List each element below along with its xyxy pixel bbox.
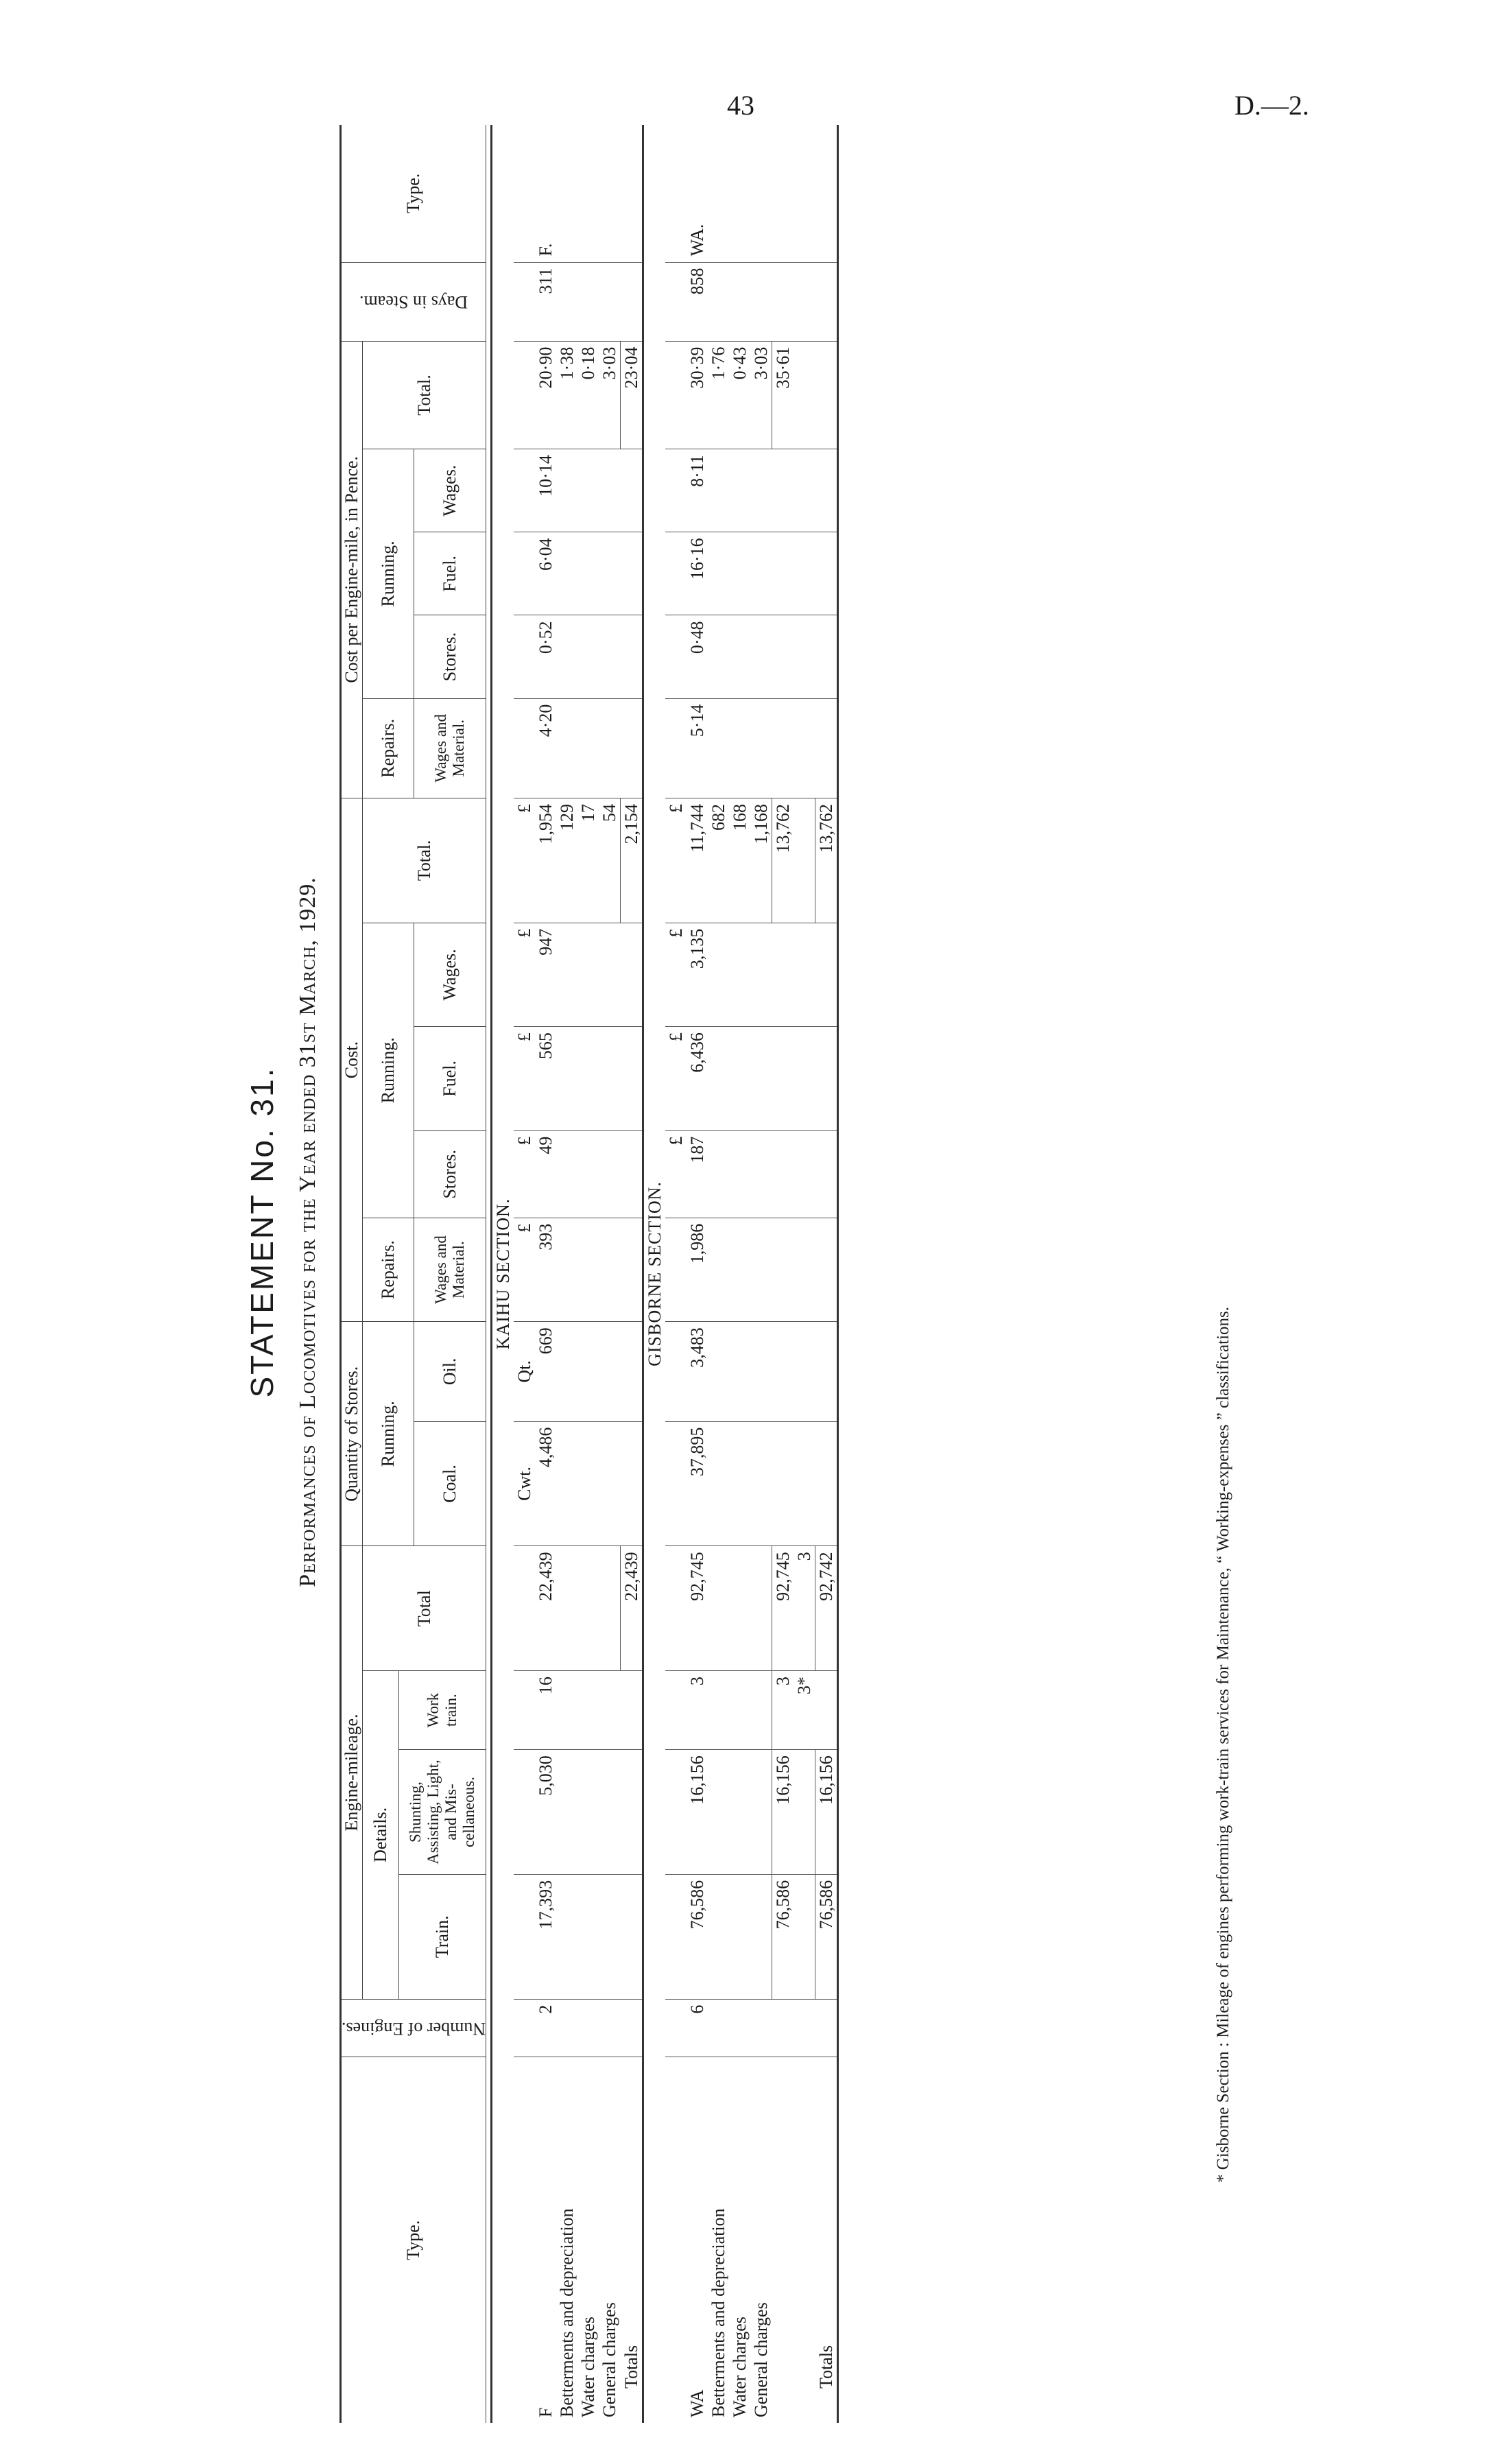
table-row	[687, 125, 708, 2423]
unit-pound: £	[514, 923, 535, 1026]
table-row	[535, 125, 556, 2423]
col-oil: Oil.	[414, 1322, 486, 1421]
table-row	[599, 125, 621, 2423]
cost-fuel: 6,436	[687, 1027, 708, 1130]
section-name: KAIHU SECTION.	[493, 1198, 514, 1350]
col-coal: Coal.	[414, 1421, 486, 1546]
train-miles: 17,393	[535, 1874, 556, 1999]
col-cost-running: Running.	[363, 923, 414, 1218]
train-miles: 76,586	[815, 1874, 838, 1999]
unit-pound: £	[665, 923, 687, 1026]
pence-total: 20·90	[535, 341, 556, 449]
document-reference: D.—2.	[1234, 90, 1309, 121]
pence-stores: 0·48	[687, 615, 708, 698]
col-mileage-total: Total	[363, 1546, 486, 1671]
oil-value: 669	[535, 1322, 556, 1421]
col-shunting: Shunting, Assisting, Light, and Mis-cellaneous.	[399, 1750, 486, 1875]
days-in-steam: 858	[687, 262, 708, 341]
cost-total: 1,168	[750, 798, 772, 923]
oil-value: 3,483	[687, 1322, 708, 1421]
col-train: Train.	[399, 1874, 486, 1999]
col-qty-stores: Quantity of Stores.	[341, 1322, 363, 1546]
cost-repairs: 393	[535, 1218, 556, 1321]
engines-value: 2	[535, 1999, 556, 2057]
cost-total: 13,762	[815, 798, 838, 923]
pence-repairs: 4·20	[535, 698, 556, 798]
coal-value: 37,895	[687, 1421, 708, 1546]
section-heading	[492, 125, 514, 2423]
less-row	[794, 125, 815, 2423]
col-pence-running: Running.	[363, 449, 414, 698]
table-row	[556, 125, 577, 2423]
col-type: Type.	[341, 2057, 486, 2423]
total-miles: 92,745	[772, 1546, 794, 1671]
train-miles: 76,586	[772, 1874, 794, 1999]
shunting-miles: 16,156	[815, 1750, 838, 1875]
cost-wages: 3,135	[687, 923, 708, 1026]
row-type: Betterments and depreciation	[708, 2057, 729, 2423]
cost-stores: 49	[535, 1130, 556, 1218]
pence-total: 23·04	[621, 341, 643, 449]
total-miles: 22,439	[621, 1546, 643, 1671]
col-pence-total: Total.	[363, 341, 486, 449]
row-type: General charges	[750, 2057, 772, 2423]
col-cost-wages: Wages.	[414, 923, 486, 1026]
work-train-miles: 3*	[794, 1671, 815, 1750]
shunting-miles: 16,156	[772, 1750, 794, 1875]
pence-repairs: 5·14	[687, 698, 708, 798]
totals-label: Totals	[621, 2057, 643, 2423]
locomotive-performance-table	[339, 125, 839, 2423]
days-in-steam: 311	[535, 262, 556, 341]
col-cost-stores: Stores.	[414, 1130, 486, 1218]
row-type: Water charges	[577, 2057, 599, 2423]
cost-total: 17	[577, 798, 599, 923]
cost-repairs: 1,986	[687, 1218, 708, 1321]
col-pence-stores: Stores.	[414, 615, 486, 698]
days-in-steam-label: Days in Steam.	[359, 292, 468, 312]
table-row	[729, 125, 750, 2423]
pence-total: 3·03	[599, 341, 621, 449]
pence-total: 0·18	[577, 341, 599, 449]
cost-total: 11,744	[687, 798, 708, 923]
cost-total: 13,762	[772, 798, 794, 923]
totals-label: Totals	[815, 2057, 838, 2423]
work-train-miles: 3	[687, 1671, 708, 1750]
row-type: Betterments and depreciation	[556, 2057, 577, 2423]
cost-total: 168	[729, 798, 750, 923]
pence-total: 35·61	[772, 341, 794, 449]
pence-stores: 0·52	[535, 615, 556, 698]
table-row	[514, 125, 535, 2423]
page-number: 43	[727, 90, 754, 121]
row-type: Water charges	[729, 2057, 750, 2423]
work-train-miles: 3	[772, 1671, 794, 1750]
col-work-train: Work train.	[399, 1671, 486, 1750]
pence-total: 0·43	[729, 341, 750, 449]
totals-row	[815, 125, 838, 2423]
row-type: General charges	[599, 2057, 621, 2423]
section-heading	[643, 125, 666, 2423]
col-pence-wages-material: Wages and Material.	[414, 698, 486, 798]
total-miles: 22,439	[535, 1546, 556, 1671]
col-pence-fuel: Fuel.	[414, 532, 486, 615]
col-pence-wages: Wages.	[414, 449, 486, 532]
col-details: Details.	[363, 1671, 399, 2000]
unit-cwt: Cwt.	[514, 1421, 535, 1546]
col-type-right: Type.	[341, 125, 486, 262]
row-type-right: WA.	[687, 224, 708, 257]
num-engines-label: Number of Engines.	[342, 2018, 486, 2039]
cost-wages: 947	[535, 923, 556, 1026]
statement-subtitle: Performances of Locomotives for the Year ended 31st March, 1929.	[295, 877, 320, 1587]
coal-value: 4,486	[535, 1421, 556, 1546]
work-train-miles: 16	[535, 1671, 556, 1750]
pence-total: 1·38	[556, 341, 577, 449]
pence-total: 1·76	[708, 341, 729, 449]
row-type: F	[535, 2057, 556, 2423]
cost-total: 1,954	[535, 798, 556, 923]
row-type-right: F.	[536, 243, 556, 257]
unit-pound: £	[514, 798, 535, 923]
col-cost-repairs: Repairs.	[363, 1218, 414, 1321]
pence-wages: 8·11	[687, 449, 708, 532]
totals-row	[621, 125, 643, 2423]
section-name: GISBORNE SECTION.	[645, 1181, 665, 1366]
table-row	[750, 125, 772, 2423]
pence-total: 3·03	[750, 341, 772, 449]
unit-pound: £	[665, 1027, 687, 1130]
footnote: * Gisborne Section : Mileage of engines performing work-train services for Maintenance, “ Working-expenses ” classifications.	[1214, 1307, 1232, 2183]
engines-value: 6	[687, 1999, 708, 2057]
col-cost-fuel: Fuel.	[414, 1027, 486, 1130]
table-row	[577, 125, 599, 2423]
row-type: WA	[687, 2057, 708, 2423]
total-miles: 3	[794, 1546, 815, 1671]
col-num-engines	[341, 1999, 486, 2057]
unit-pound: £	[514, 1218, 535, 1321]
col-engine-mileage: Engine-mileage.	[341, 1546, 363, 1999]
cost-stores: 187	[687, 1130, 708, 1218]
table-row	[665, 125, 687, 2423]
subtotal-row	[772, 125, 794, 2423]
unit-pound: £	[514, 1027, 535, 1130]
cost-total: 129	[556, 798, 577, 923]
shunting-miles: 5,030	[535, 1750, 556, 1875]
train-miles: 76,586	[687, 1874, 708, 1999]
table-row	[708, 125, 729, 2423]
col-cost-per-mile: Cost per Engine-mile, in Pence.	[341, 341, 363, 798]
col-cost-wages-material: Wages and Material.	[414, 1218, 486, 1321]
cost-total: 2,154	[621, 798, 643, 923]
unit-pound: £	[514, 1130, 535, 1218]
cost-total: 54	[599, 798, 621, 923]
col-days-in-steam	[341, 262, 486, 341]
pence-wages: 10·14	[535, 449, 556, 532]
col-pence-repairs: Repairs.	[363, 698, 414, 798]
pence-total: 30·39	[687, 341, 708, 449]
shunting-miles: 16,156	[687, 1750, 708, 1875]
col-cost: Cost.	[341, 798, 363, 1321]
pence-fuel: 16·16	[687, 532, 708, 615]
pence-fuel: 6·04	[535, 532, 556, 615]
col-cost-total: Total.	[363, 798, 486, 923]
cost-total: 682	[708, 798, 729, 923]
total-miles: 92,745	[687, 1546, 708, 1671]
cost-fuel: 565	[535, 1027, 556, 1130]
total-miles: 92,742	[815, 1546, 838, 1671]
unit-qt: Qt.	[514, 1322, 535, 1421]
unit-pound: £	[665, 1130, 687, 1218]
unit-pound: £	[665, 798, 687, 923]
col-stores-running: Running.	[363, 1322, 414, 1546]
statement-title: STATEMENT No. 31.	[244, 1066, 280, 1398]
